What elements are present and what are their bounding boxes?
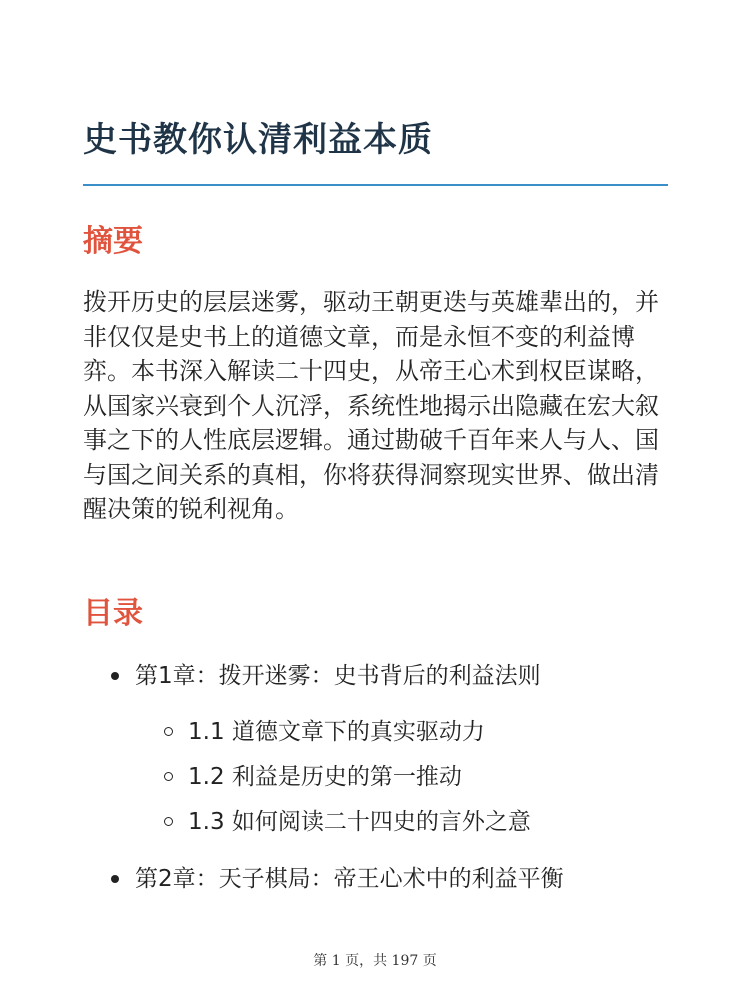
circle-bullet-icon — [164, 772, 173, 781]
page-number-footer: 第 1 页，共 197 页 — [313, 953, 437, 969]
toc-section-1-3-label: 1.3 如何阅读二十四史的言外之意 — [188, 809, 531, 835]
circle-bullet-icon — [164, 727, 173, 736]
summary-paragraph: 拨开历史的层层迷雾，驱动王朝更迭与英雄辈出的，并非仅仅是史书上的道德文章，而是永恒不变的利益博弈。本书深入解读二十四史，从帝王心术到权臣谋略，从国家兴衰到个人沉浮，系统性地揭示出隐藏在宏大叙事之下的人性底层逻辑。通过勘破千百年来人与人、国与国之间关系的真相，你将获得洞察现实世界、做出清醒决策的锐利视角。 — [83, 288, 659, 523]
toc-heading: 目录 — [83, 596, 143, 631]
bullet-icon — [111, 875, 119, 883]
circle-bullet-icon — [164, 817, 173, 826]
title-divider — [83, 184, 668, 186]
toc-chapter-2-label: 第2章：天子棋局：帝王心术中的利益平衡 — [135, 866, 564, 892]
toc-section-1-2-label: 1.2 利益是历史的第一推动 — [188, 764, 462, 790]
toc-chapter-1-label: 第1章：拨开迷雾：史书背后的利益法则 — [135, 663, 541, 689]
toc-section-1-1-label: 1.1 道德文章下的真实驱动力 — [188, 719, 485, 745]
summary-heading: 摘要 — [83, 224, 143, 259]
document-title: 史书教你认清利益本质 — [83, 120, 433, 160]
bullet-icon — [111, 672, 119, 680]
